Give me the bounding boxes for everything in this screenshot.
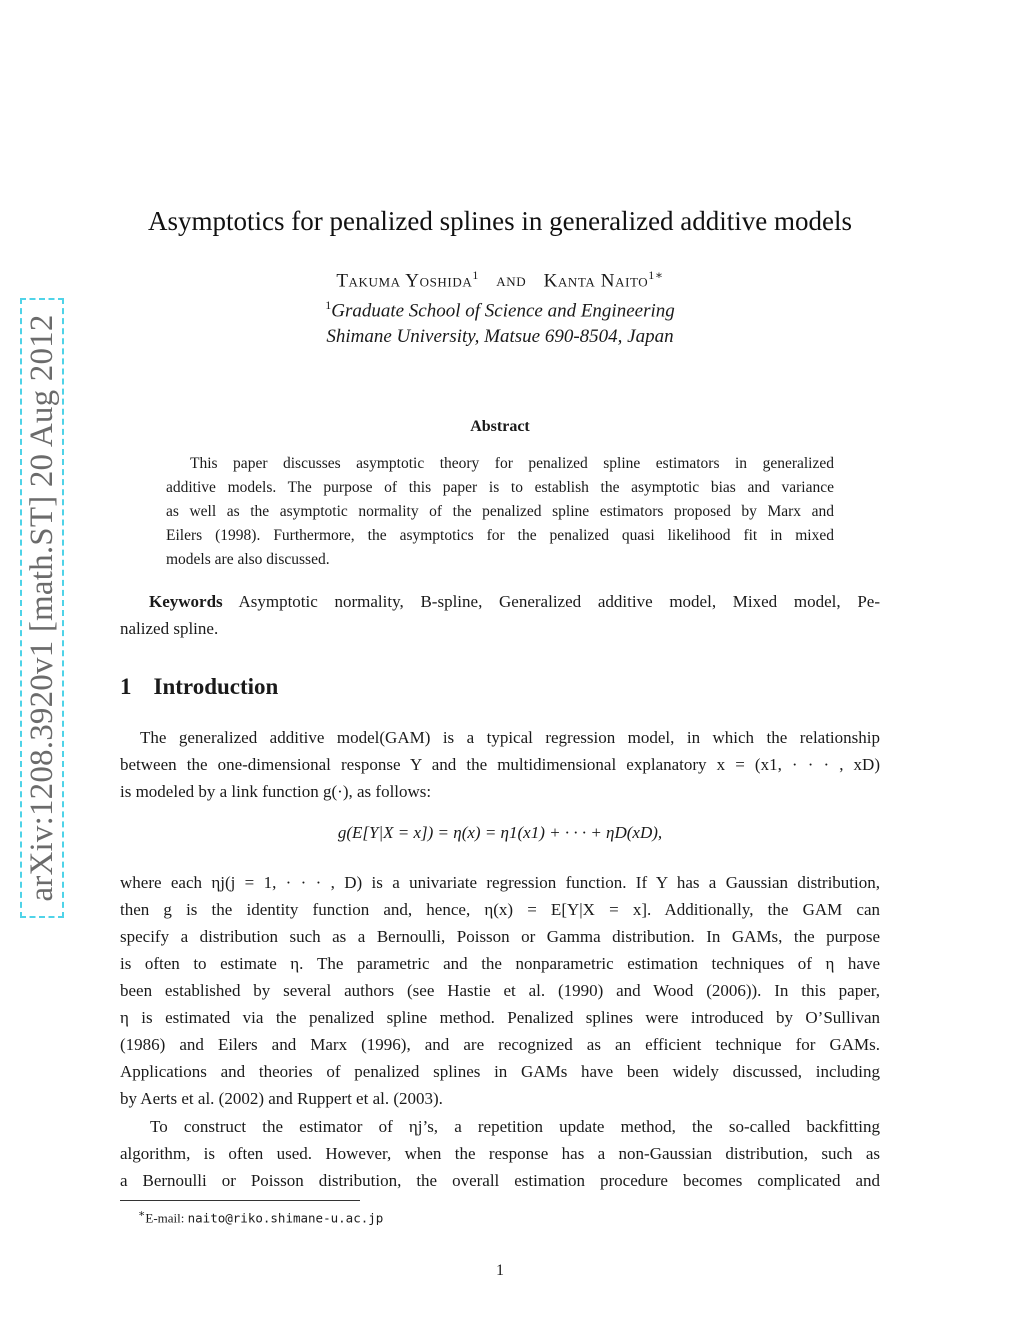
section-number: 1 — [120, 674, 132, 699]
affiliation-school: Graduate School of Science and Engineering — [331, 300, 675, 322]
body-line: where each ηj(j = 1, · · · , D) is a univariate regression function. If Y has a Gaussian distribution, — [120, 873, 880, 892]
abstract-line: additive models. The purpose of this paper is to establish the asymptotic bias and variance — [166, 479, 834, 496]
author-conjunction: and — [496, 270, 527, 292]
abstract-line: Eilers (1998). Furthermore, the asymptotics for the penalized quasi likelihood fit in mixed — [166, 527, 834, 544]
footnote-email: naito@riko.shimane-u.ac.jp — [187, 1210, 384, 1226]
section-heading — [120, 674, 278, 700]
body-line: a Bernoulli or Poisson distribution, the overall estimation procedure becomes complicated and — [120, 1171, 880, 1190]
body-line: between the one-dimensional response Y and the multidimensional explanatory x = (x1, · · · , xD) — [120, 755, 880, 774]
abstract-line: models are also discussed. — [166, 551, 330, 568]
footnote-label: E-mail: — [145, 1210, 185, 1226]
affiliation-mark: 1 — [325, 298, 332, 312]
author-1: Takuma Yoshida — [336, 270, 473, 292]
affiliation-line-1 — [0, 298, 1000, 322]
author-2-mark: 1∗ — [648, 268, 664, 282]
body-line: then g is the identity function and, hence, η(x) = E[Y|X = x]. Additionally, the GAM can — [120, 900, 880, 919]
keywords-text: Asymptotic normality, B-spline, Generalized additive model, Mixed model, Pe- — [238, 592, 880, 611]
body-line: Applications and theories of penalized splines in GAMs have been widely discussed, including — [120, 1062, 880, 1081]
body-line: by Aerts et al. (2002) and Ruppert et al. (2003). — [120, 1089, 443, 1108]
body-line: algorithm, is often used. However, when the response has a non-Gaussian distribution, such as — [120, 1144, 880, 1163]
arxiv-stamp: arXiv:1208.3920v1 [math.ST] 20 Aug 2012 — [20, 298, 64, 918]
body-line: is often to estimate η. The parametric and the nonparametric estimation techniques of η have — [120, 954, 880, 973]
paper-title: Asymptotics for penalized splines in generalized additive models — [147, 206, 853, 236]
keywords-line-1 — [149, 588, 880, 615]
body-line: To construct the estimator of ηj’s, a repetition update method, the so-called backfitting — [150, 1117, 880, 1136]
author-2: Kanta Naito — [543, 270, 649, 292]
display-equation: g(E[Y|X = x]) = η(x) = η1(x1) + · · · + ηD(xD), — [337, 823, 663, 842]
footnote-rule — [120, 1200, 360, 1201]
author-line — [0, 268, 1000, 292]
section-title: Introduction — [153, 674, 279, 699]
footnote — [138, 1207, 383, 1226]
keywords-label: Keywords — [149, 592, 223, 611]
footnote-mark: ∗ — [138, 1208, 146, 1220]
body-line: (1986) and Eilers and Marx (1996), and are recognized as an efficient technique for GAMs. — [120, 1035, 880, 1054]
keywords-line-2: nalized spline. — [120, 619, 219, 638]
abstract-line: This paper discusses asymptotic theory for penalized spline estimators in generalized — [190, 455, 834, 472]
body-line: specify a distribution such as a Bernoulli, Poisson or Gamma distribution. In GAMs, the purpose — [120, 927, 880, 946]
body-line: been established by several authors (see Hastie et al. (1990) and Wood (2006)). In this paper, — [120, 981, 880, 1000]
body-line: is modeled by a link function g(·), as follows: — [120, 782, 432, 801]
abstract-heading: Abstract — [470, 418, 530, 435]
abstract-line: as well as the asymptotic normality of the penalized spline estimators proposed by Marx and — [166, 503, 834, 520]
affiliation-line-2: Shimane University, Matsue 690-8504, Japan — [326, 326, 674, 347]
author-1-mark: 1 — [472, 268, 479, 282]
page-number: 1 — [496, 1262, 504, 1279]
body-line: The generalized additive model(GAM) is a typical regression model, in which the relationship — [140, 728, 880, 747]
body-line: η is estimated via the penalized spline method. Penalized splines were introduced by O’Sullivan — [120, 1008, 880, 1027]
